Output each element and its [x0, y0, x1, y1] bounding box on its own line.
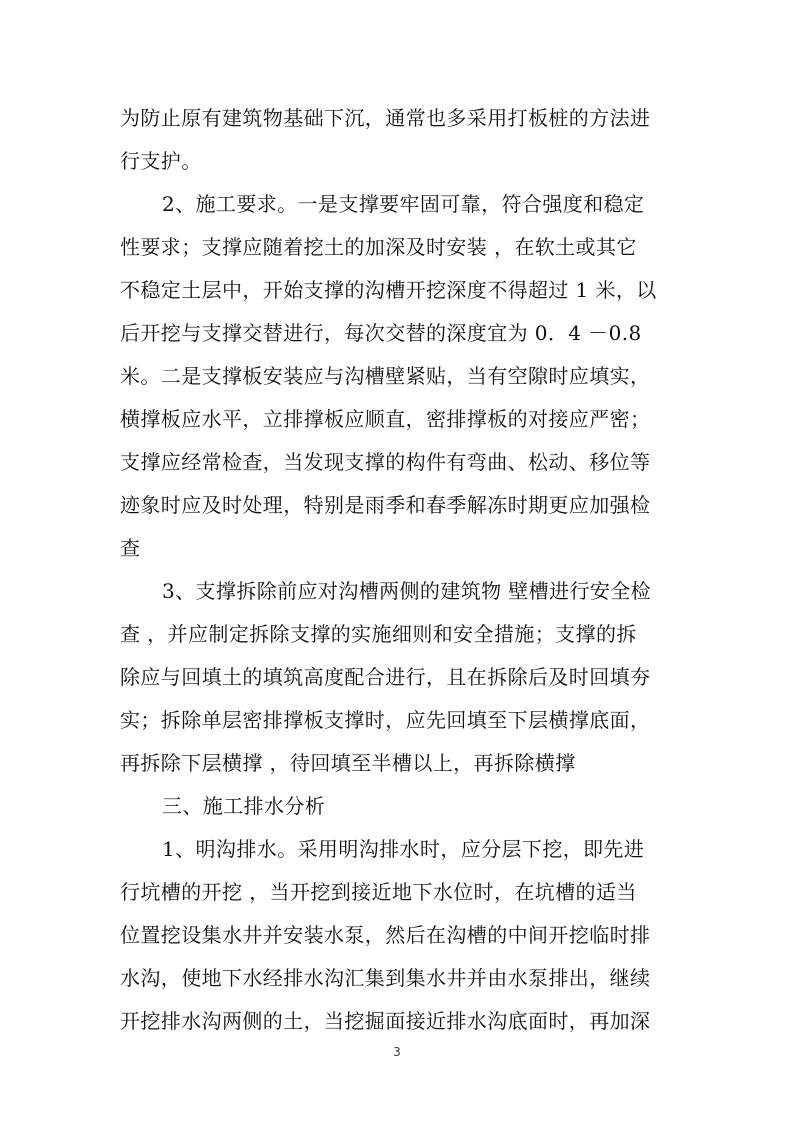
text-line: 性要求；支撑应随着挖土的加深及时安装 ，在软土或其它	[120, 235, 637, 259]
text-line: 位置挖设集水井并安装水泵，然后在沟槽的中间开挖临时排	[120, 923, 651, 947]
text-line: 迹象时应及时处理，特别是雨季和春季解冻时期更应加强检	[120, 493, 651, 517]
text-line: 再拆除下层横撑 ，待回填至半槽以上，再拆除横撑	[120, 751, 576, 775]
text-line: 开挖排水沟两侧的土，当挖掘面接近排水沟底面时，再加深	[120, 1009, 651, 1033]
text-line: 不稳定土层中，开始支撑的沟槽开挖深度不得超过 1 米，以	[120, 278, 657, 302]
text-line: 行支护。	[120, 149, 202, 173]
text-line: 行坑槽的开挖 ，当开挖到接近地下水位时，在坑槽的适当	[120, 880, 637, 904]
text-line: 为防止原有建筑物基础下沉，通常也多采用打板桩的方法进	[120, 106, 651, 130]
paragraph-start-line: 1、明沟排水。采用明沟排水时，应分层下挖，即先进	[162, 837, 645, 861]
text-line: 除应与回填土的填筑高度配合进行，且在拆除后及时回填夯	[120, 665, 651, 689]
text-line: 水沟，使地下水经排水沟汇集到集水井并由水泵排出，继续	[120, 966, 651, 990]
text-line: 查 ，并应制定拆除支撑的实施细则和安全措施；支撑的拆	[120, 622, 637, 646]
text-line: 实；拆除单层密排撑板支撑时，应先回填至下层横撑底面，	[120, 708, 651, 732]
page-number: 3	[393, 1045, 401, 1059]
text-line: 米。二是支撑板安装应与沟槽壁紧贴，当有空隙时应填实，	[120, 364, 651, 388]
text-line: 后开挖与支撑交替进行，每次交替的深度宜为 0．4 －0.8	[120, 321, 642, 345]
paragraph-start-line: 2、施工要求。一是支撑要牢固可靠，符合强度和稳定	[162, 192, 645, 216]
paragraph-start-line: 3、支撑拆除前应对沟槽两侧的建筑物 壁槽进行安全检	[162, 579, 652, 603]
text-line: 查	[120, 536, 141, 560]
text-line: 支撑应经常检查，当发现支撑的构件有弯曲、松动、移位等	[120, 450, 651, 474]
text-line: 横撑板应水平，立排撑板应顺直，密排撑板的对接应严密；	[120, 407, 651, 431]
section-heading: 三、施工排水分析	[162, 794, 326, 818]
